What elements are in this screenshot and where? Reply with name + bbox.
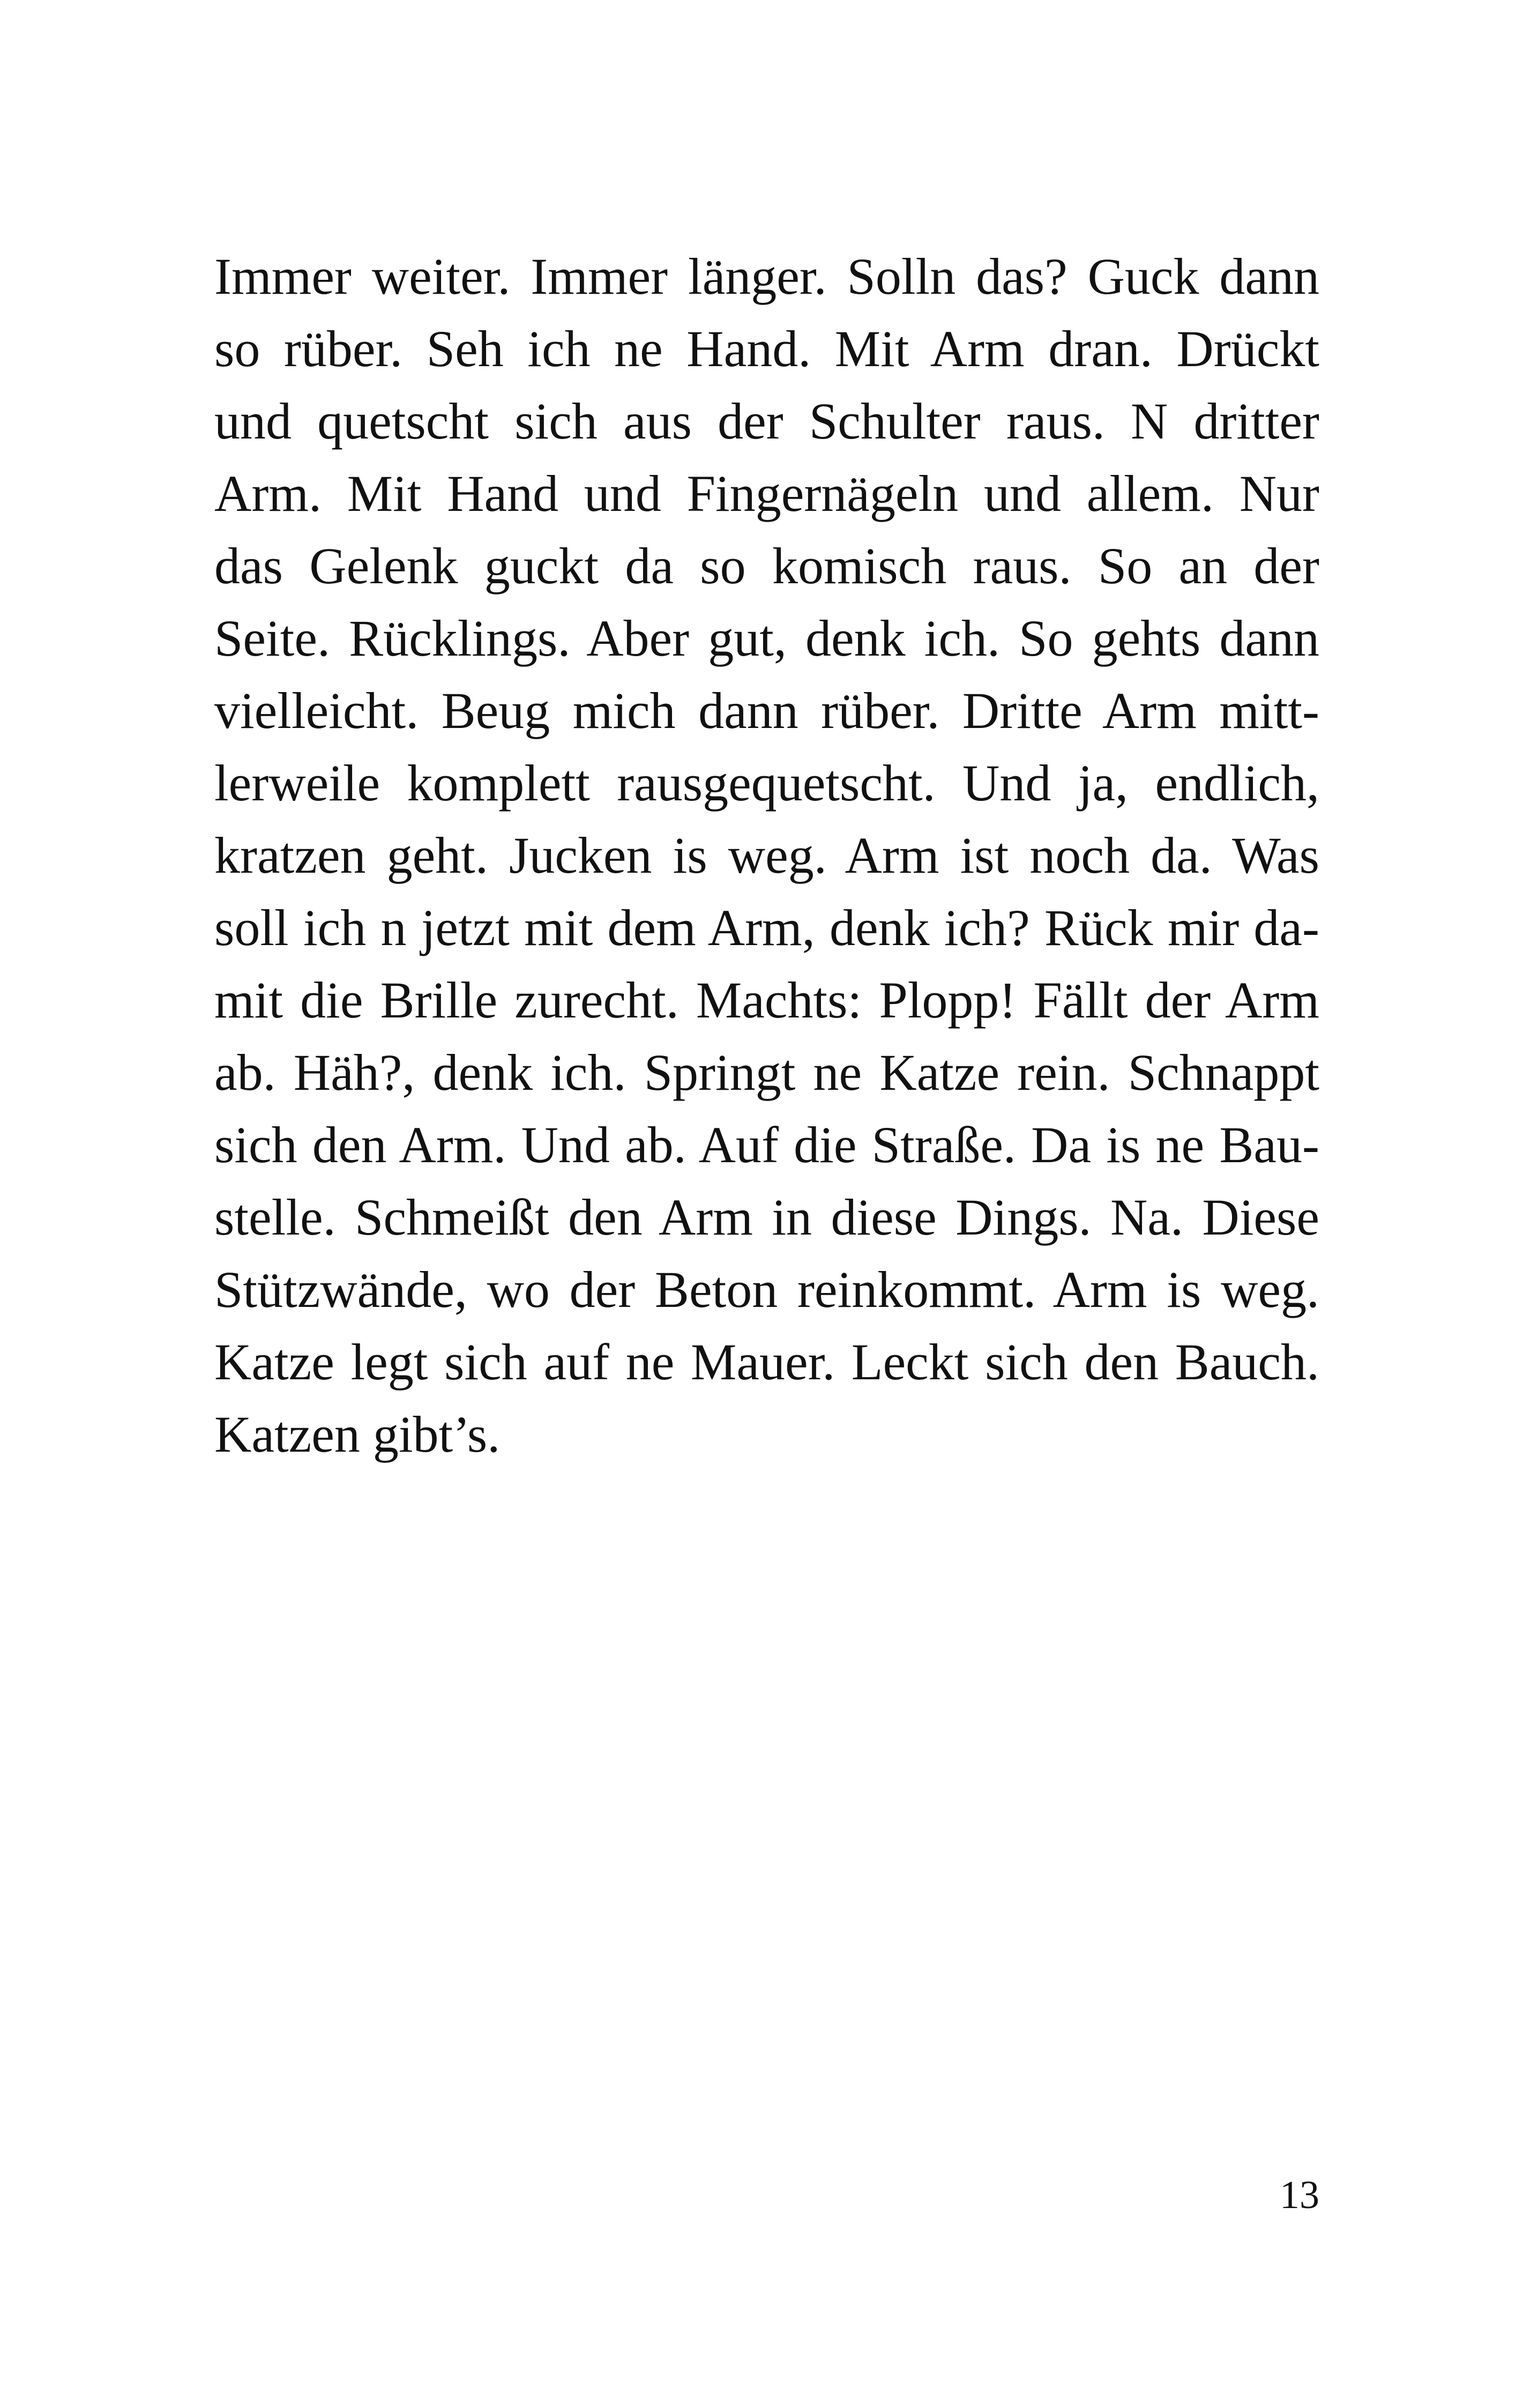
text-line: sich den Arm. Und ab. Auf die Straße. Da is ne Bau- — [214, 1116, 1319, 1173]
text-line: Katzen gibt’s. — [214, 1406, 501, 1463]
text-line: so rüber. Seh ich ne Hand. Mit Arm dran. Drückt — [214, 320, 1319, 377]
text-line: Arm. Mit Hand und Fingernägeln und allem. Nur — [214, 465, 1319, 522]
text-line: Immer weiter. Immer länger. Solln das? Guck dann — [214, 248, 1319, 305]
text-line: Stützwände, wo der Beton reinkommt. Arm is weg. — [214, 1261, 1319, 1318]
text-line: und quetscht sich aus der Schulter raus. N dritter — [214, 392, 1319, 450]
text-line: mit die Brille zurecht. Machts: Plopp! Fällt der Arm — [214, 971, 1319, 1029]
text-line: ab. Häh?, denk ich. Springt ne Katze rein. Schnappt — [214, 1044, 1319, 1101]
text-line: Katze legt sich auf ne Mauer. Leckt sich den Bauch. — [214, 1333, 1319, 1391]
text-line: stelle. Schmeißt den Arm in diese Dings. Na. Diese — [214, 1188, 1319, 1246]
text-line: lerweile komplett rausgequetscht. Und ja, endlich, — [214, 754, 1319, 812]
text-line: soll ich n jetzt mit dem Arm, denk ich? Rück mir da- — [214, 899, 1319, 956]
text-line: kratzen geht. Jucken is weg. Arm ist noch da. Was — [214, 827, 1319, 884]
text-line: vielleicht. Beug mich dann rüber. Dritte Arm mitt- — [214, 682, 1319, 739]
body-text — [214, 240, 1319, 1470]
page-number: 13 — [1280, 2173, 1319, 2217]
text-line: das Gelenk guckt da so komisch raus. So an der — [214, 537, 1319, 594]
text-line: Seite. Rücklings. Aber gut, denk ich. So gehts dann — [214, 610, 1319, 667]
